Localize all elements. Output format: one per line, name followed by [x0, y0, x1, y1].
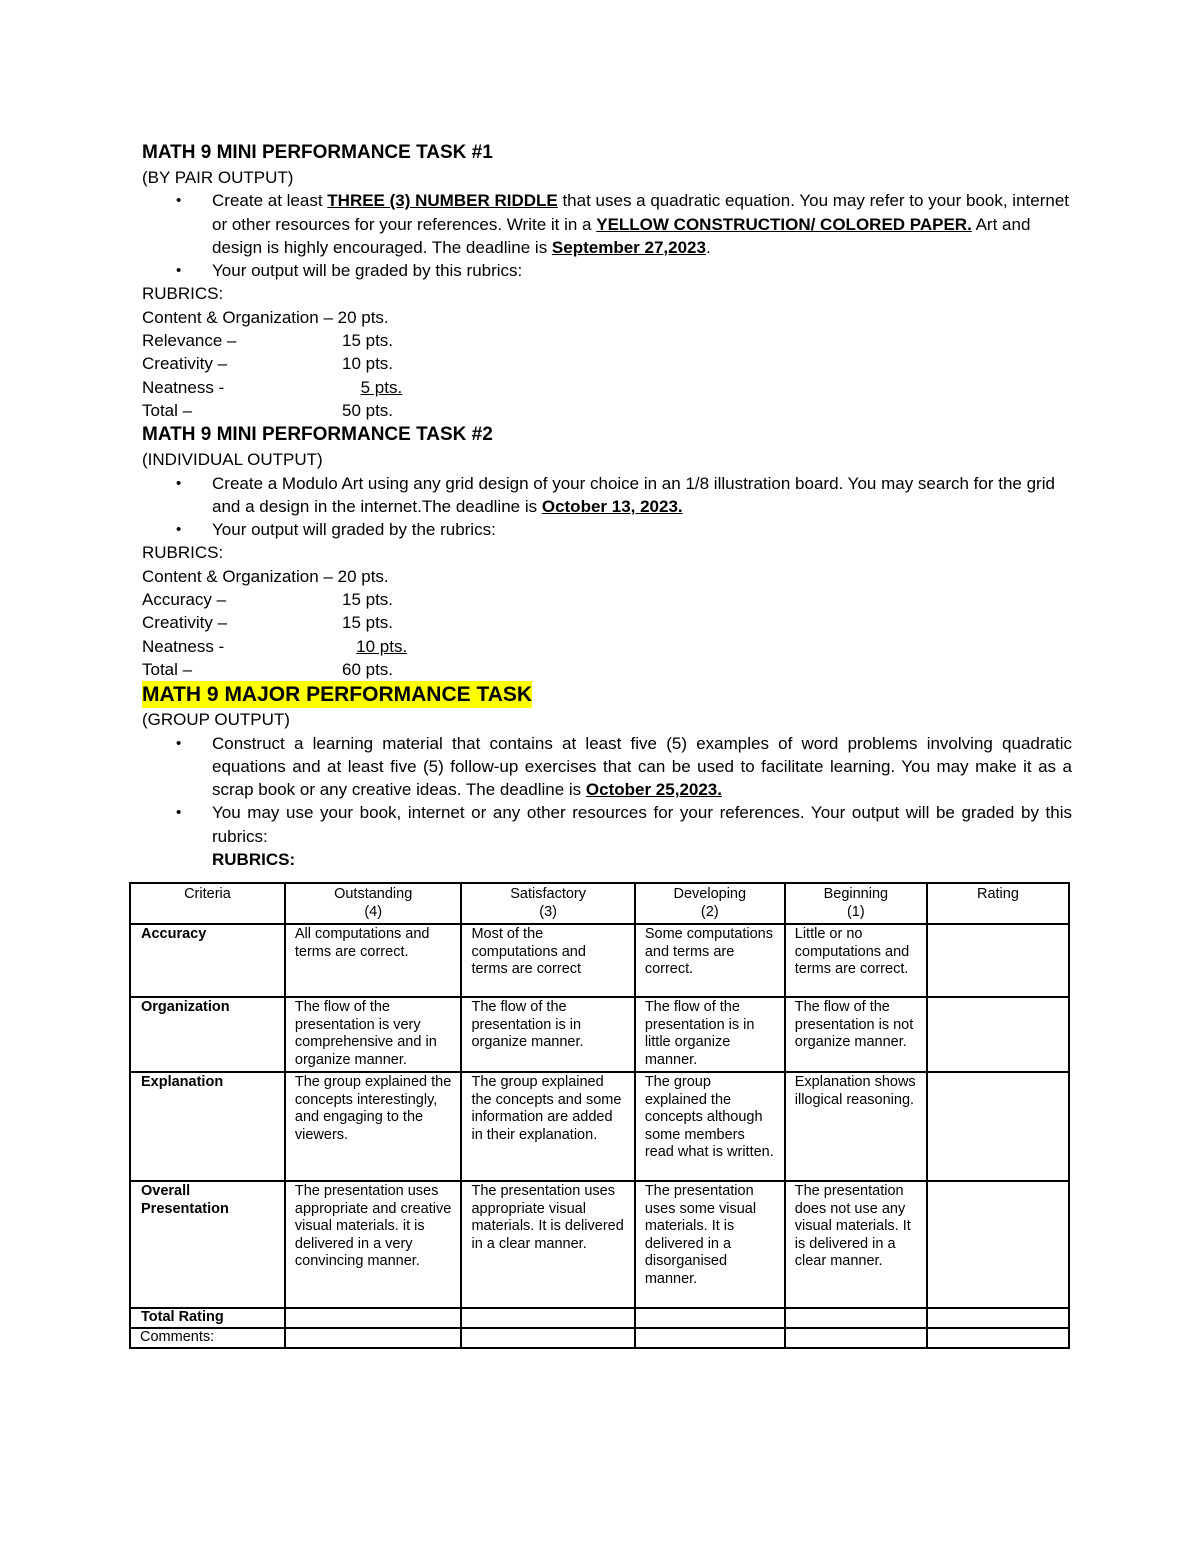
- rating-cell: [927, 924, 1069, 997]
- rubric-label: Creativity –: [142, 354, 228, 374]
- rating-cell: [927, 997, 1069, 1072]
- developing-cell: The flow of the presentation is in little organize manner.: [635, 997, 785, 1072]
- developing-cell: Some computations and terms are correct.: [635, 924, 785, 997]
- header-label: Outstanding: [334, 886, 413, 902]
- criterion-cell: Accuracy: [130, 924, 285, 997]
- rubric-label: Content & Organization – 20 pts.: [142, 566, 389, 586]
- task1-mode: (BY PAIR OUTPUT): [142, 168, 294, 187]
- header-label: Rating: [976, 886, 1019, 902]
- header-label: Beginning: [823, 886, 889, 902]
- outstanding-cell: The presentation uses appropriate and creative visual materials. it is delivered in a very convincing manner.: [285, 1181, 462, 1308]
- header-satisfactory: [461, 883, 634, 924]
- empty-cell: [927, 1308, 1069, 1328]
- rating-cell: [927, 1181, 1069, 1308]
- task2-mode: (INDIVIDUAL OUTPUT): [142, 450, 323, 470]
- rubric-label: Accuracy –: [142, 590, 227, 610]
- header-beginning: [785, 883, 927, 924]
- header-score: (4): [364, 903, 383, 920]
- rubric-label: Total –: [142, 400, 193, 420]
- empty-cell: [635, 1328, 785, 1348]
- header-score: (3): [539, 903, 558, 920]
- rubric-points: 50 pts.: [342, 400, 394, 420]
- criterion-cell: Explanation: [130, 1072, 285, 1181]
- task1-rubric-line: [142, 376, 1072, 399]
- rubric-label: Total –: [142, 659, 193, 679]
- outstanding-cell: The flow of the presentation is very comprehensive and in organize manner.: [285, 997, 462, 1072]
- empty-cell: [785, 1308, 927, 1328]
- task1-rubric-line: [142, 352, 1072, 375]
- task2-rubrics-label: RUBRICS:: [142, 543, 224, 563]
- task3-bullets: [142, 732, 1072, 848]
- header-criteria: [130, 883, 285, 924]
- task2-rubric-line: [142, 635, 1072, 658]
- task2-rubric-line: [142, 658, 1072, 681]
- task2-deadline: October 13, 2023.: [541, 496, 683, 516]
- table-row: [130, 997, 1069, 1072]
- rubric-label: Neatness -: [142, 377, 225, 397]
- text-run: that uses a quadratic equation. You may refer to your book, internet or other resources for your references. Write it in a: [212, 191, 1070, 234]
- comments-label: Comments:: [130, 1328, 285, 1348]
- beginning-cell: The presentation does not use any visual materials. It is delivered in a clear manner.: [785, 1181, 927, 1308]
- header-developing: [635, 883, 785, 924]
- task2-bullet-instructions: [212, 472, 1072, 519]
- header-score: (2): [700, 903, 719, 920]
- task1-bullet-instructions: [212, 189, 1072, 259]
- task1-rubrics-label: RUBRICS:: [142, 284, 224, 304]
- empty-cell: [285, 1328, 462, 1348]
- rating-cell: [927, 1072, 1069, 1181]
- task2-bullets: [142, 472, 1072, 542]
- task1-bullet-grading: • Your output will be graded by this rubrics:: [212, 259, 1072, 282]
- task1-rubric-line: [142, 306, 1072, 329]
- empty-cell: [785, 1328, 927, 1348]
- rubric-points: 15 pts.: [342, 331, 394, 351]
- satisfactory-cell: Most of the computations and terms are correct: [461, 924, 634, 997]
- text-run: Create a Modulo Art using any grid design of your choice in an 1/8 illustration board. You may search for the grid and a design in the internet.The deadline is: [212, 473, 1055, 516]
- rubric-table: [129, 882, 1070, 1349]
- empty-cell: [285, 1308, 462, 1328]
- total-rating-label: Total Rating: [130, 1308, 285, 1328]
- document-page: [142, 140, 1072, 871]
- task3-title: MATH 9 MAJOR PERFORMANCE TASK: [142, 683, 533, 707]
- rubric-label: Relevance –: [142, 331, 237, 351]
- table-row: [130, 1181, 1069, 1308]
- text-run: Create at least: [212, 191, 328, 211]
- developing-cell: The group explained the concepts although some members read what is written.: [635, 1072, 785, 1181]
- header-label: Satisfactory: [510, 886, 587, 902]
- outstanding-cell: The group explained the concepts interestingly, and engaging to the viewers.: [285, 1072, 462, 1181]
- rubric-points: 15 pts.: [342, 613, 394, 633]
- text-run: Art and design is highly encouraged. The deadline is: [212, 214, 1031, 257]
- rubric-label: Content & Organization – 20 pts.: [142, 307, 389, 327]
- task1-rubric-line: [142, 399, 1072, 422]
- task2-rubric-line: [142, 565, 1072, 588]
- empty-cell: [635, 1308, 785, 1328]
- rubric-label: Neatness -: [142, 636, 225, 656]
- task2-rubric-line: [142, 611, 1072, 634]
- task2-bullet-grading: • Your output will graded by the rubrics:: [212, 518, 1072, 541]
- header-score: (1): [846, 903, 865, 920]
- rubric-points: 60 pts.: [342, 659, 394, 679]
- table-row: [130, 1072, 1069, 1181]
- empty-cell: [461, 1308, 634, 1328]
- task3-bullet-instructions: [212, 732, 1072, 802]
- rubric-points: 15 pts.: [342, 590, 394, 610]
- text-run: Construct a learning material that contains at least five (5) examples of word problems involving quadratic equations and at least five (5) follow-up exercises that can be used to facilitate learning. You may make it as a scrap book or any creative ideas. The deadline is: [212, 733, 1072, 800]
- task2-rubric-line: [142, 588, 1072, 611]
- task1-bullets: [142, 189, 1072, 282]
- task2-title: MATH 9 MINI PERFORMANCE TASK #2: [142, 424, 493, 446]
- outstanding-cell: All computations and terms are correct.: [285, 924, 462, 997]
- task3-rubrics-label: RUBRICS:: [212, 850, 296, 870]
- comments-row: [130, 1328, 1069, 1348]
- rubric-points: 10 pts.: [356, 636, 408, 656]
- task3-bullet-grading: • You may use your book, internet or any other resources for your references. Your output will be graded by this rubrics:: [212, 801, 1072, 848]
- riddle-requirement: THREE (3) NUMBER RIDDLE: [327, 191, 558, 211]
- task3-mode: (GROUP OUTPUT): [142, 710, 290, 730]
- beginning-cell: Little or no computations and terms are correct.: [785, 924, 927, 997]
- table-row: [130, 924, 1069, 997]
- rubric-header-row: [130, 883, 1069, 924]
- header-label: Criteria: [184, 886, 231, 902]
- header-label: Developing: [673, 886, 747, 902]
- satisfactory-cell: The group explained the concepts and some information are added in their explanation.: [461, 1072, 634, 1181]
- criterion-cell: Organization: [130, 997, 285, 1072]
- rubric-points: 10 pts.: [342, 354, 394, 374]
- paper-requirement: YELLOW CONSTRUCTION/ COLORED PAPER.: [596, 214, 972, 234]
- task1-deadline: September 27,2023: [551, 237, 706, 257]
- criterion-cell: Overall Presentation: [130, 1181, 285, 1308]
- total-rating-row: [130, 1308, 1069, 1328]
- satisfactory-cell: The flow of the presentation is in organize manner.: [461, 997, 634, 1072]
- text-run: .: [705, 237, 711, 257]
- developing-cell: The presentation uses some visual materials. It is delivered in a disorganised manner.: [635, 1181, 785, 1308]
- task1-title: MATH 9 MINI PERFORMANCE TASK #1: [142, 142, 493, 163]
- empty-cell: [461, 1328, 634, 1348]
- header-outstanding: [285, 883, 462, 924]
- rubric-label: Creativity –: [142, 613, 228, 633]
- header-rating: [927, 883, 1069, 924]
- beginning-cell: Explanation shows illogical reasoning.: [785, 1072, 927, 1181]
- rubric-points: 5 pts.: [360, 377, 403, 397]
- beginning-cell: The flow of the presentation is not organize manner.: [785, 997, 927, 1072]
- satisfactory-cell: The presentation uses appropriate visual materials. It is delivered in a clear manner.: [461, 1181, 634, 1308]
- task1-rubric-line: [142, 329, 1072, 352]
- task3-deadline: October 25,2023.: [585, 780, 722, 800]
- empty-cell: [927, 1328, 1069, 1348]
